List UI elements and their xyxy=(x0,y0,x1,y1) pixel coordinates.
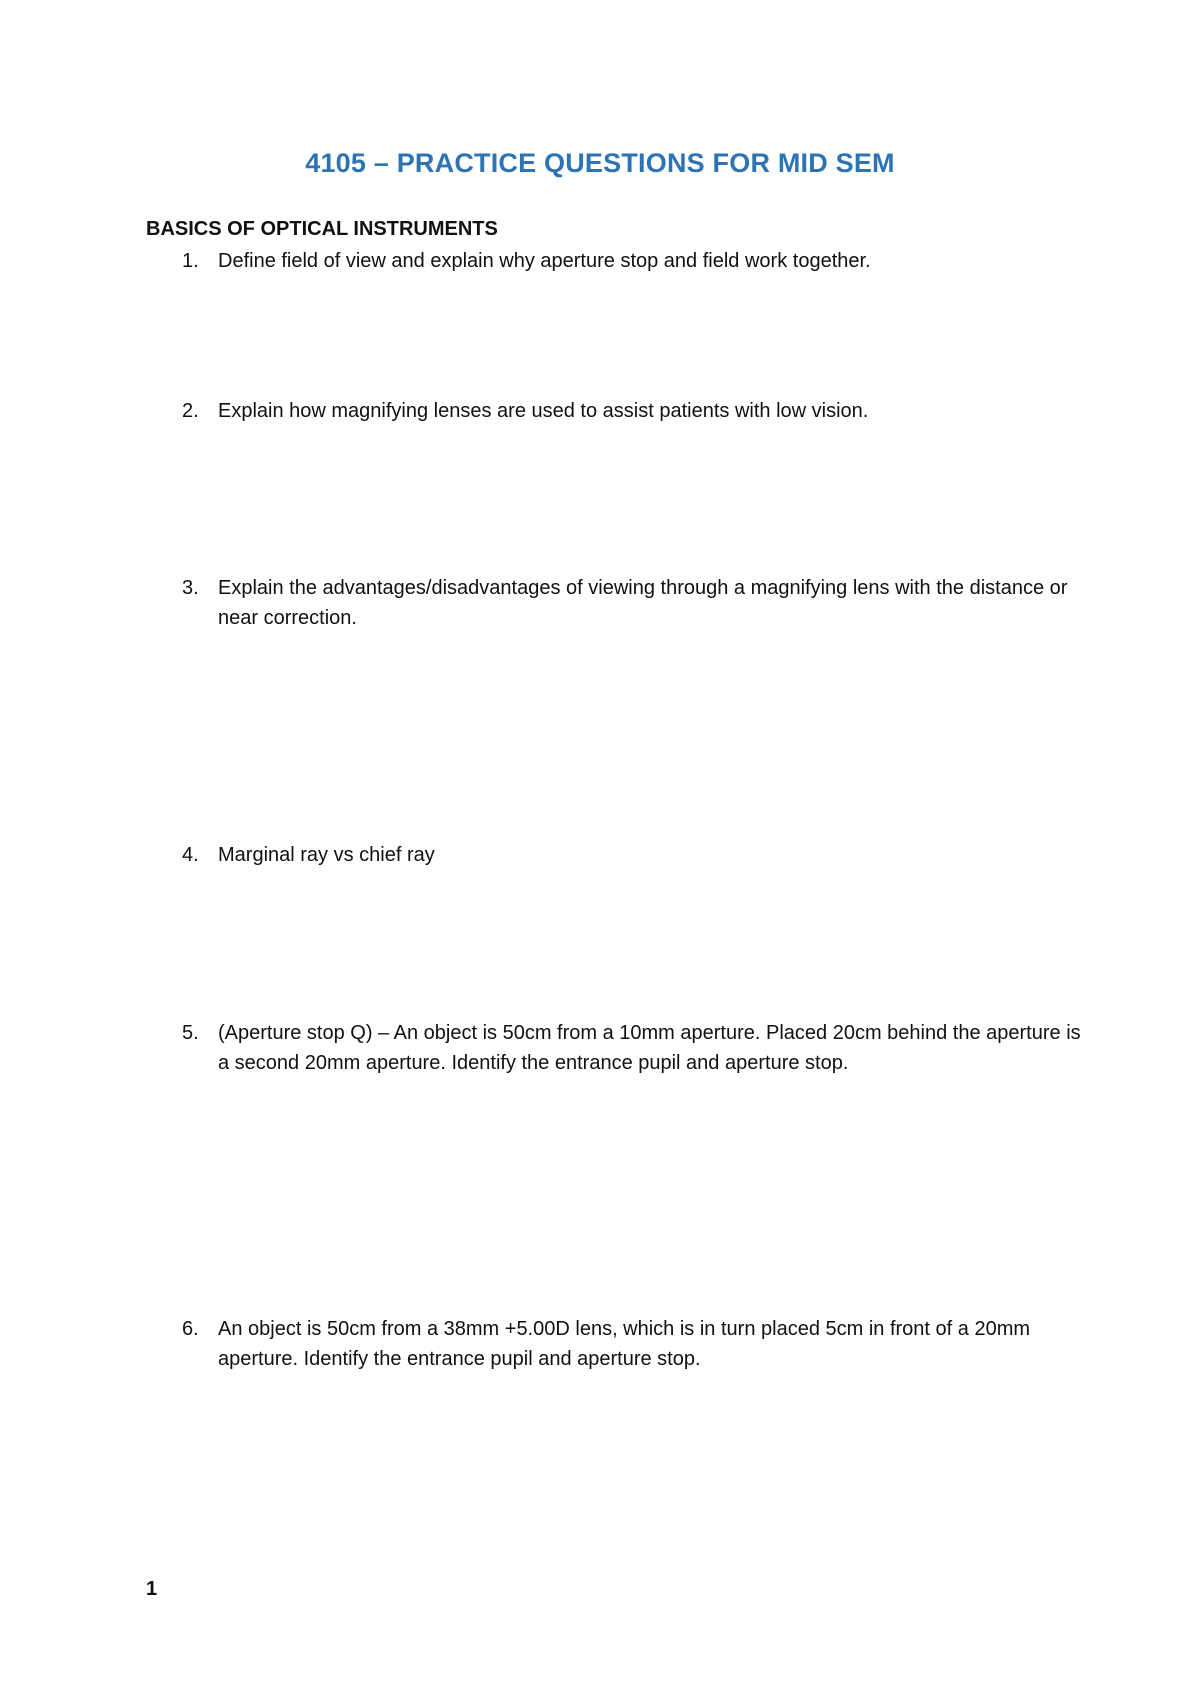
page-number: 1 xyxy=(146,1578,158,1600)
question-1 xyxy=(146,246,1086,276)
question-text: Explain the advantages/disadvantages of viewing through a magnifying lens with the distance or near correction. xyxy=(218,577,1068,629)
question-4 xyxy=(146,840,1086,870)
question-number: 3. xyxy=(182,577,199,599)
question-number: 5. xyxy=(182,1022,199,1044)
question-number: 2. xyxy=(182,400,199,422)
question-3 xyxy=(146,573,1086,633)
question-text: Define field of view and explain why aperture stop and field work together. xyxy=(218,250,871,272)
question-6 xyxy=(146,1314,1086,1374)
question-text: Explain how magnifying lenses are used to assist patients with low vision. xyxy=(218,400,869,422)
question-number: 6. xyxy=(182,1318,199,1340)
question-number: 1. xyxy=(182,250,199,272)
document-title: 4105 – PRACTICE QUESTIONS FOR MID SEM xyxy=(305,148,895,178)
question-number: 4. xyxy=(182,844,199,866)
question-2 xyxy=(146,396,1086,426)
section-heading: BASICS OF OPTICAL INSTRUMENTS xyxy=(146,218,498,240)
question-text: An object is 50cm from a 38mm +5.00D lens, which is in turn placed 5cm in front of a 20mm aperture. Identify the entrance pupil and aperture stop. xyxy=(218,1318,1031,1370)
question-5 xyxy=(146,1018,1086,1078)
question-text: (Aperture stop Q) – An object is 50cm from a 10mm aperture. Placed 20cm behind the aperture is a second 20mm aperture. Identify the entrance pupil and aperture stop. xyxy=(218,1022,1081,1074)
question-text: Marginal ray vs chief ray xyxy=(218,844,435,866)
